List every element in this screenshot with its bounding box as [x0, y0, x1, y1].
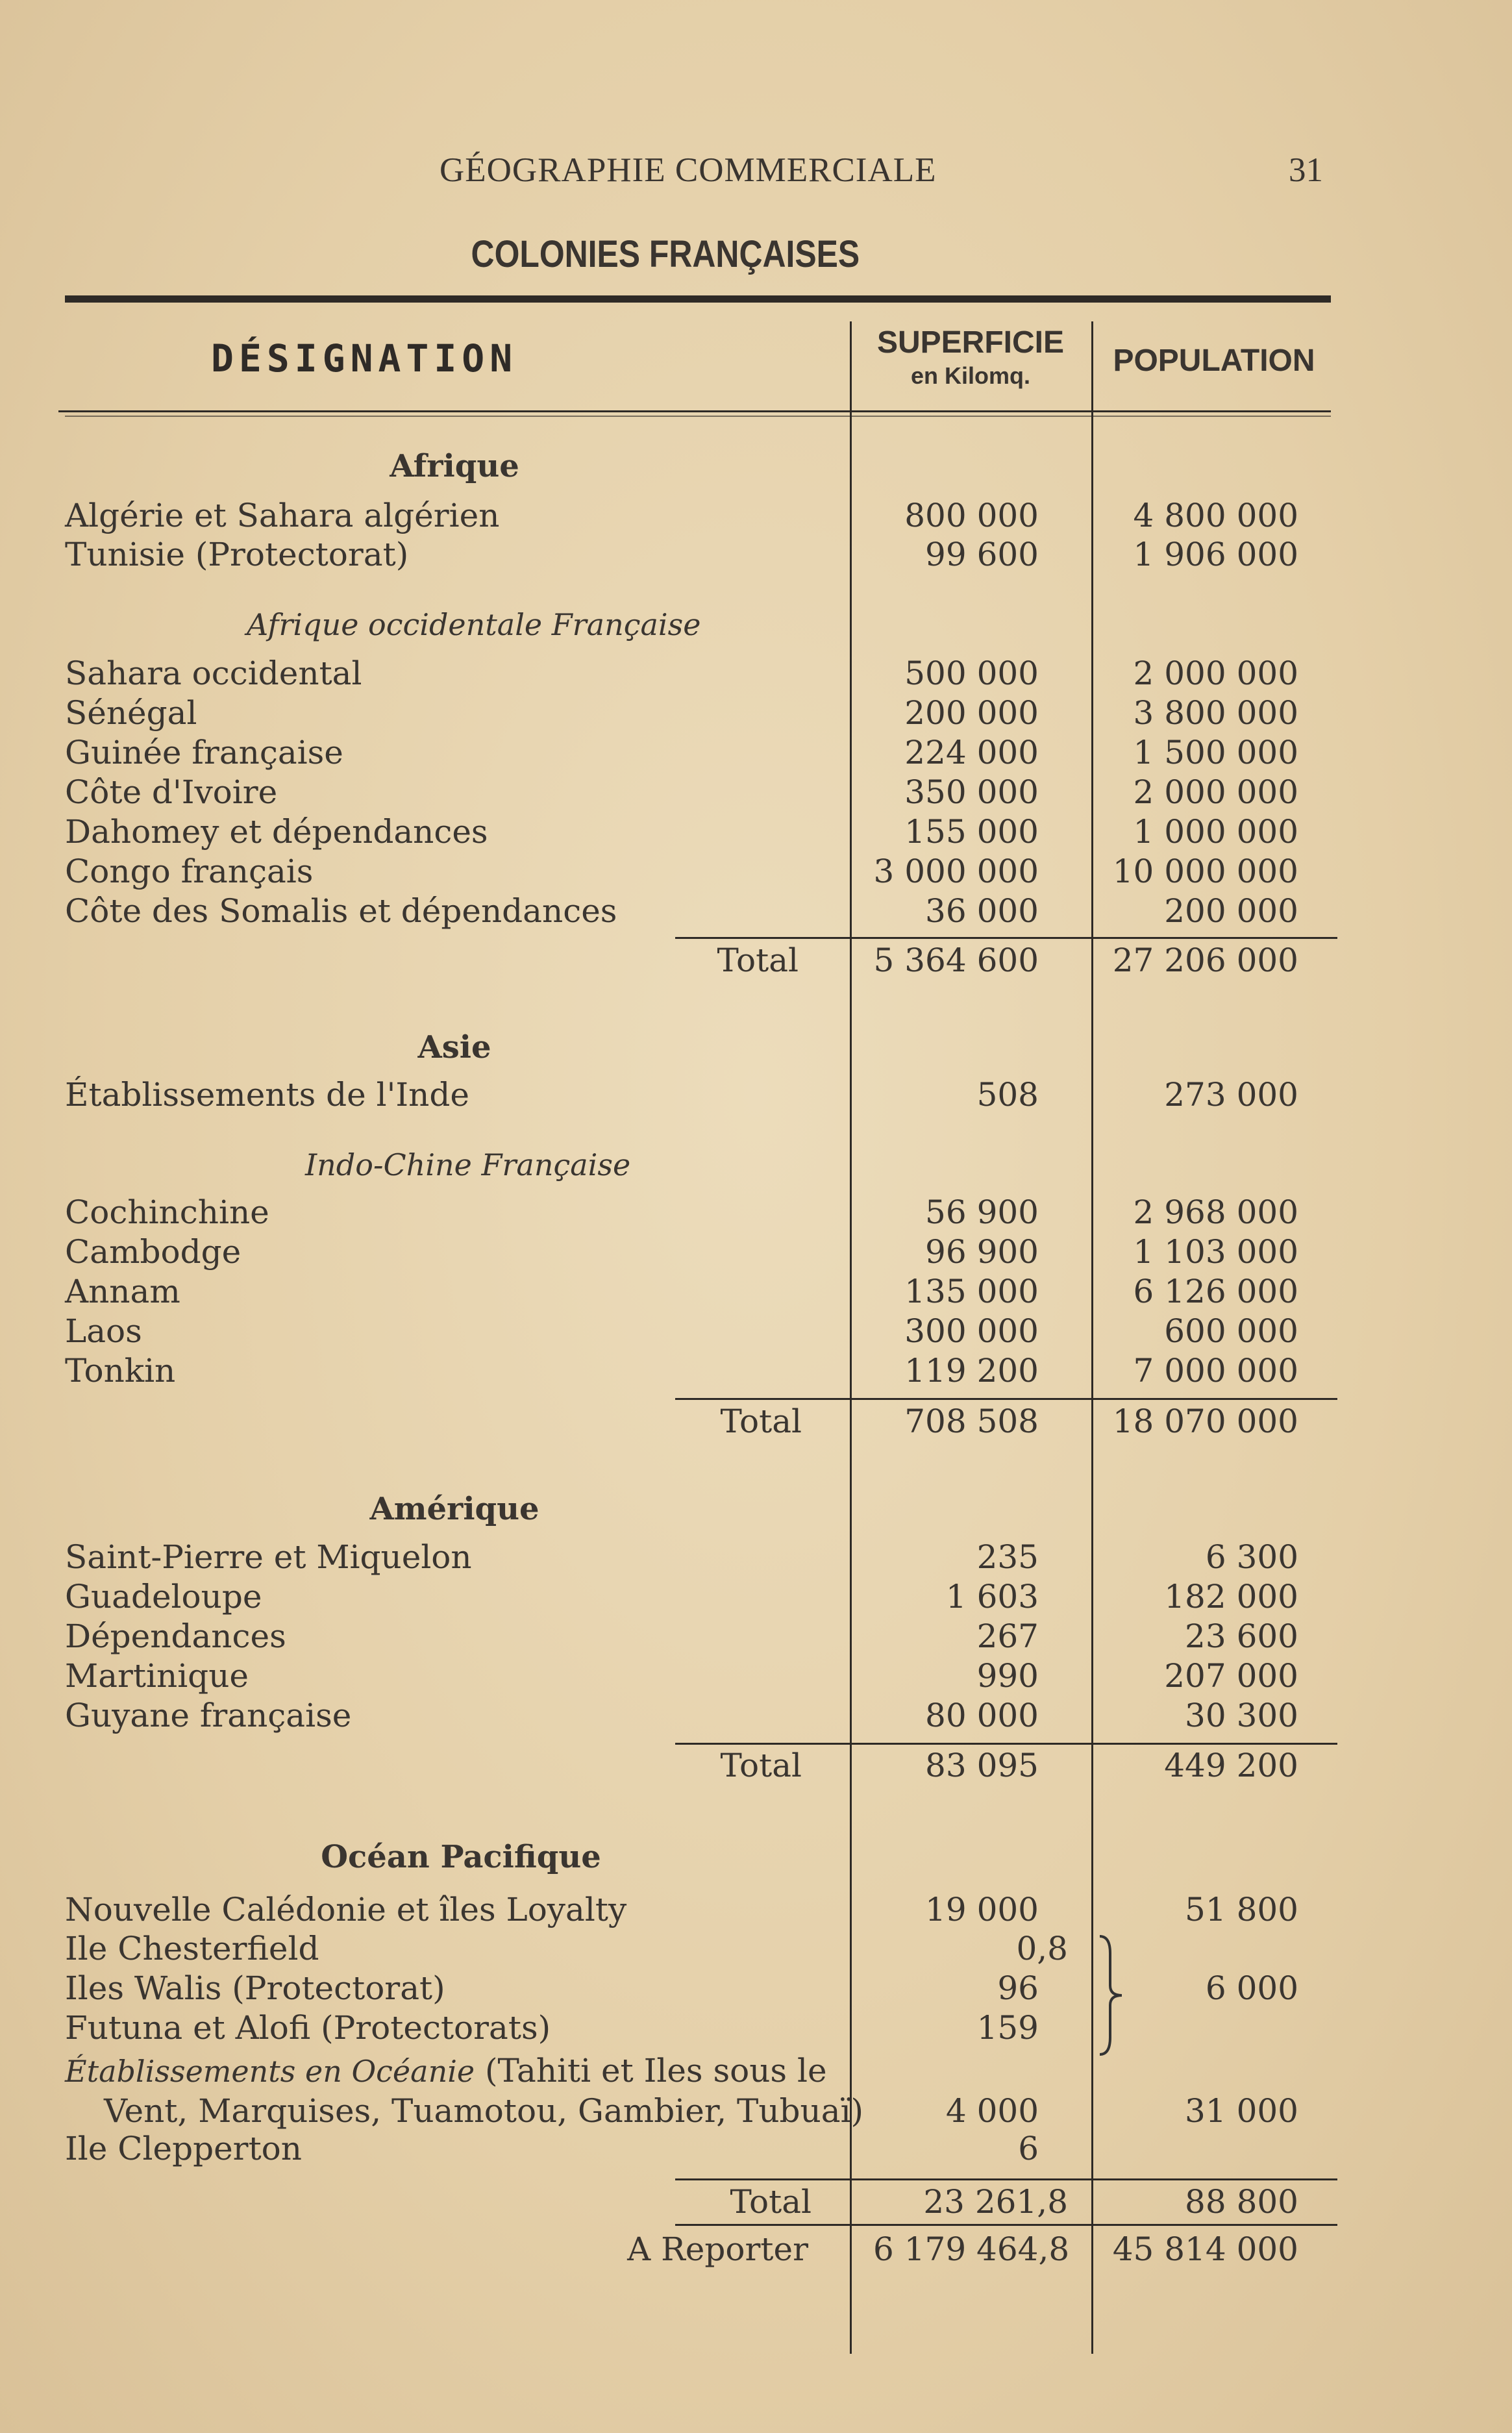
etablissements-line2: Vent, Marquises, Tuamotou, Gambier, Tubuaï) [104, 2092, 864, 2130]
designation-header: DÉSIGNATION [211, 336, 518, 381]
total-rule [675, 1743, 1337, 1745]
grouped-pop: 6 000 [1205, 1969, 1298, 2007]
row-name: Saint-Pierre et Miquelon [65, 1538, 472, 1576]
population-header: POPULATION [1113, 343, 1315, 378]
row-pop: 10 000 000 [1112, 853, 1298, 890]
row-name: Martinique [65, 1657, 249, 1695]
row-area: 508 [976, 1076, 1039, 1114]
total-rule [675, 1398, 1337, 1400]
etablissements-italic: Établissements en Océanie [65, 2054, 475, 2089]
row-area: 3 000 000 [873, 853, 1039, 890]
subsection-indochine: Indo-Chine Française [305, 1147, 631, 1182]
row-area: 500 000 [904, 655, 1039, 692]
running-title: GÉOGRAPHIE COMMERCIALE [440, 151, 937, 189]
row-area: 350 000 [904, 773, 1039, 811]
row-pop: 1 500 000 [1133, 734, 1298, 771]
total-label: Total [717, 942, 799, 979]
superficie-header: SUPERFICIE [876, 325, 1065, 360]
page-title: COLONIES FRANÇAISES [471, 233, 860, 275]
total-pop: 27 206 000 [1112, 942, 1298, 979]
row-area: 224 000 [904, 734, 1039, 771]
row-pop: 23 600 [1185, 1617, 1298, 1655]
row-name: Sénégal [65, 694, 197, 732]
row-name: Algérie et Sahara algérien [65, 497, 500, 534]
report-pop: 45 814 000 [1112, 2230, 1298, 2268]
row-name: Tonkin [65, 1352, 176, 1390]
row-area: 0,8 [1016, 1930, 1068, 1967]
row-pop: 1 000 000 [1133, 813, 1298, 851]
row-pop: 207 000 [1164, 1657, 1298, 1695]
row-pop: 1 906 000 [1133, 536, 1298, 573]
row-name: Côte d'Ivoire [65, 773, 278, 811]
row-area: 36 000 [925, 892, 1039, 930]
row-area: 6 [1018, 2130, 1039, 2167]
row-name: Iles Walis (Protectorat) [65, 1969, 445, 2007]
row-area: 80 000 [925, 1697, 1039, 1734]
total-area: 23 261,8 [923, 2183, 1068, 2221]
row-name: Côte des Somalis et dépendances [65, 892, 617, 930]
row-name: Guinée française [65, 734, 343, 771]
row-name: Cambodge [65, 1233, 242, 1271]
row-name: Cochinchine [65, 1193, 269, 1231]
row-pop: 6 300 [1205, 1538, 1298, 1576]
row-area: 4 000 [945, 2092, 1039, 2130]
row-pop: 2 000 000 [1133, 655, 1298, 692]
row-pop: 2 000 000 [1133, 773, 1298, 811]
total-label: Total [720, 1403, 802, 1440]
row-area: 990 [976, 1657, 1039, 1695]
row-pop: 1 103 000 [1133, 1233, 1298, 1271]
row-name: Dahomey et dépendances [65, 813, 488, 851]
row-name: Futuna et Alofi (Protectorats) [65, 2009, 551, 2047]
row-pop: 4 800 000 [1133, 497, 1298, 534]
row-name: Laos [65, 1312, 142, 1350]
row-area: 235 [976, 1538, 1039, 1576]
row-pop: 600 000 [1164, 1312, 1298, 1350]
grouping-brace [1096, 1934, 1135, 2057]
row-name: Ile Chesterfield [65, 1930, 319, 1967]
col-divider-2 [1091, 321, 1093, 2354]
total-area: 83 095 [925, 1747, 1039, 1784]
row-name: Ile Clepperton [65, 2130, 302, 2167]
row-name: Tunisie (Protectorat) [65, 536, 409, 573]
row-pop: 273 000 [1164, 1076, 1298, 1114]
row-pop: 200 000 [1164, 892, 1298, 930]
row-pop: 30 300 [1185, 1697, 1298, 1734]
row-name: Dépendances [65, 1617, 286, 1655]
subsection-aof: Afrique occidentale Française [247, 607, 701, 642]
total-pop: 449 200 [1164, 1747, 1298, 1784]
row-name: Établissements de l'Inde [65, 1076, 469, 1114]
row-area: 200 000 [904, 694, 1039, 732]
total-pop: 18 070 000 [1112, 1403, 1298, 1440]
section-afrique: Afrique [390, 448, 519, 484]
row-name: Annam [65, 1273, 180, 1310]
total-area: 708 508 [904, 1403, 1039, 1440]
header-bottom-rule [58, 410, 1331, 412]
row-name: Guyane française [65, 1697, 352, 1734]
row-area: 119 200 [904, 1352, 1039, 1390]
row-name: Guadeloupe [65, 1578, 262, 1616]
row-pop: 2 968 000 [1133, 1193, 1298, 1231]
row-name: Nouvelle Calédonie et îles Loyalty [65, 1891, 627, 1928]
row-pop: 7 000 000 [1133, 1352, 1298, 1390]
row-area: 267 [976, 1617, 1039, 1655]
row-area: 800 000 [904, 497, 1039, 534]
row-pop: 3 800 000 [1133, 694, 1298, 732]
superficie-unit: en Kilomq. [910, 362, 1030, 389]
row-area: 96 [997, 1969, 1039, 2007]
row-area: 1 603 [945, 1578, 1039, 1616]
row-name: Sahara occidental [65, 655, 362, 692]
row-pop: 6 126 000 [1133, 1273, 1298, 1310]
row-pop: 182 000 [1164, 1578, 1298, 1616]
row-area: 19 000 [925, 1891, 1039, 1928]
row-pop: 31 000 [1185, 2092, 1298, 2130]
etablissements-rest: (Tahiti et Iles sous le [485, 2052, 827, 2090]
report-area: 6 179 464,8 [873, 2230, 1070, 2268]
row-pop: 51 800 [1185, 1891, 1298, 1928]
total-rule [675, 2178, 1337, 2180]
etablissements-line1 [65, 2052, 827, 2090]
total-pop: 88 800 [1185, 2183, 1298, 2221]
row-area: 155 000 [904, 813, 1039, 851]
row-area: 135 000 [904, 1273, 1039, 1310]
section-asie: Asie [417, 1029, 491, 1066]
row-area: 159 [976, 2009, 1039, 2047]
total-label: Total [720, 1747, 802, 1784]
total-label: Total [730, 2183, 812, 2221]
row-name: Congo français [65, 853, 314, 890]
row-area: 56 900 [925, 1193, 1039, 1231]
total-rule [675, 937, 1337, 939]
header-bottom-rule-2 [65, 416, 1331, 417]
report-rule [675, 2224, 1337, 2226]
page-number: 31 [1289, 151, 1323, 189]
report-label: A Reporter [627, 2230, 808, 2268]
row-area: 300 000 [904, 1312, 1039, 1350]
top-thick-rule [65, 295, 1331, 303]
row-area: 96 900 [925, 1233, 1039, 1271]
section-oceanie: Océan Pacifique [321, 1839, 601, 1875]
total-area: 5 364 600 [873, 942, 1039, 979]
row-area: 99 600 [925, 536, 1039, 573]
section-amerique: Amérique [369, 1491, 539, 1527]
